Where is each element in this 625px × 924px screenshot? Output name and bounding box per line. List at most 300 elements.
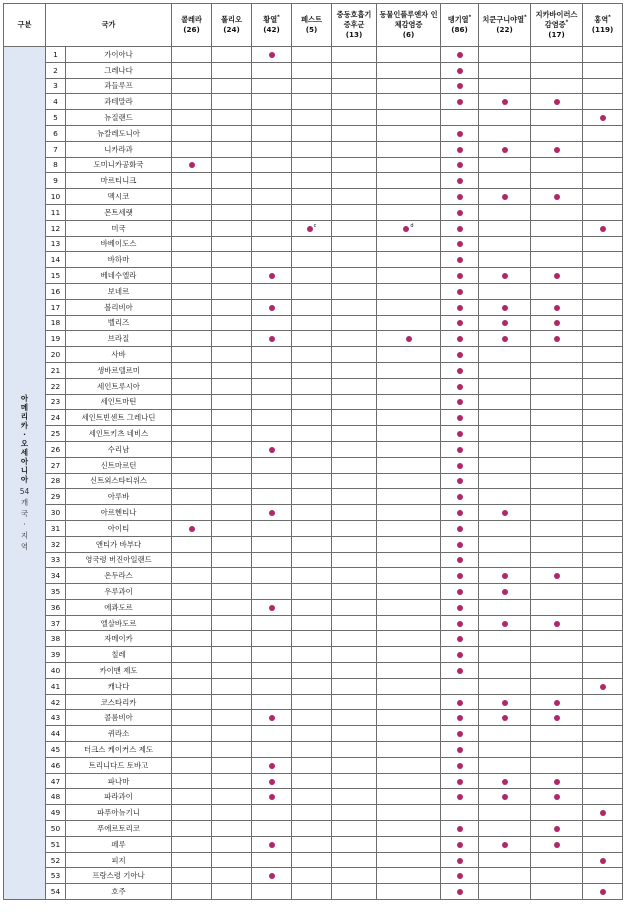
occurrence-dot-icon (502, 320, 508, 326)
disease-cell (252, 663, 292, 679)
disease-cell (212, 489, 252, 505)
disease-cell (292, 599, 332, 615)
row-number: 33 (46, 552, 66, 568)
disease-cell (212, 252, 252, 268)
disease-cell (292, 868, 332, 884)
disease-cell (479, 331, 531, 347)
table-row (4, 552, 623, 568)
row-number: 15 (46, 268, 66, 284)
disease-cell (172, 852, 212, 868)
table-row (4, 426, 623, 442)
disease-cell (252, 78, 292, 94)
disease-cell (531, 852, 583, 868)
disease-cell (377, 283, 441, 299)
disease-cell (377, 78, 441, 94)
disease-cell (292, 141, 332, 157)
disease-cell (441, 62, 479, 78)
disease-cell (212, 505, 252, 521)
disease-cell (212, 78, 252, 94)
country-name: 캐나다 (66, 678, 172, 694)
disease-cell (172, 678, 212, 694)
disease-cell (332, 283, 377, 299)
table-row (4, 394, 623, 410)
disease-cell (583, 362, 623, 378)
disease-cell (583, 347, 623, 363)
disease-cell (252, 410, 292, 426)
occurrence-dot-icon (457, 68, 463, 74)
country-name: 파나마 (66, 773, 172, 789)
row-number: 14 (46, 252, 66, 268)
disease-cell (172, 394, 212, 410)
disease-cell (172, 631, 212, 647)
occurrence-dot-icon (554, 826, 560, 832)
disease-cell (332, 536, 377, 552)
disease-cell (583, 568, 623, 584)
disease-cell (531, 473, 583, 489)
disease-cell (377, 47, 441, 63)
occurrence-dot-icon (457, 794, 463, 800)
country-name: 터크스 케이커스 제도 (66, 742, 172, 758)
occurrence-dot-icon (600, 810, 606, 816)
disease-cell (212, 710, 252, 726)
disease-cell (479, 852, 531, 868)
disease-cell (583, 694, 623, 710)
disease-cell (583, 141, 623, 157)
disease-cell (531, 536, 583, 552)
header-dengue: 뎅기열* (86) (441, 4, 479, 47)
disease-cell (441, 299, 479, 315)
occurrence-dot-icon (502, 99, 508, 105)
disease-cell (441, 110, 479, 126)
row-number: 16 (46, 283, 66, 299)
occurrence-dot-icon (457, 194, 463, 200)
disease-cell (583, 536, 623, 552)
disease-cell (479, 204, 531, 220)
occurrence-dot-icon (269, 273, 275, 279)
disease-cell (377, 584, 441, 600)
disease-cell (377, 552, 441, 568)
row-number: 49 (46, 805, 66, 821)
disease-cell (377, 157, 441, 173)
disease-cell (377, 189, 441, 205)
disease-cell (332, 694, 377, 710)
disease-cell (292, 410, 332, 426)
table-row (4, 678, 623, 694)
disease-cell (332, 615, 377, 631)
country-name: 베네수엘라 (66, 268, 172, 284)
disease-cell (292, 441, 332, 457)
row-number: 2 (46, 62, 66, 78)
occurrence-dot-icon (554, 273, 560, 279)
occurrence-dot-icon (269, 763, 275, 769)
disease-cell (172, 757, 212, 773)
disease-cell (292, 647, 332, 663)
disease-cell (292, 157, 332, 173)
disease-cell (531, 836, 583, 852)
disease-cell (212, 110, 252, 126)
disease-cell (172, 663, 212, 679)
disease-cell (332, 441, 377, 457)
disease-cell (441, 426, 479, 442)
disease-cell (292, 773, 332, 789)
disease-cell (377, 94, 441, 110)
disease-cell (531, 568, 583, 584)
table-row (4, 805, 623, 821)
disease-cell (583, 315, 623, 331)
disease-cell (531, 78, 583, 94)
occurrence-dot-icon (600, 858, 606, 864)
disease-cell (531, 331, 583, 347)
row-number: 17 (46, 299, 66, 315)
row-number: 4 (46, 94, 66, 110)
country-name: 아르헨티나 (66, 505, 172, 521)
disease-cell (252, 378, 292, 394)
disease-cell (292, 220, 332, 236)
row-number: 5 (46, 110, 66, 126)
disease-cell (292, 742, 332, 758)
disease-cell (531, 173, 583, 189)
disease-cell (172, 536, 212, 552)
country-name: 온두라스 (66, 568, 172, 584)
disease-cell (292, 505, 332, 521)
disease-cell (479, 678, 531, 694)
disease-cell (531, 362, 583, 378)
region-count-char: 54 (19, 487, 30, 497)
country-name: 자메이카 (66, 631, 172, 647)
disease-cell (441, 410, 479, 426)
occurrence-dot-icon (269, 794, 275, 800)
disease-cell (252, 584, 292, 600)
table-row (4, 252, 623, 268)
disease-cell (583, 252, 623, 268)
occurrence-dot-icon (457, 873, 463, 879)
disease-cell (172, 615, 212, 631)
disease-cell (172, 505, 212, 521)
disease-cell (332, 125, 377, 141)
disease-cell (479, 252, 531, 268)
occurrence-dot-icon (457, 226, 463, 232)
occurrence-dot-icon (502, 194, 508, 200)
disease-cell (212, 663, 252, 679)
occurrence-dot-icon (502, 273, 508, 279)
disease-cell (292, 283, 332, 299)
disease-cell (583, 125, 623, 141)
disease-cell (377, 378, 441, 394)
disease-cell (252, 757, 292, 773)
disease-cell (252, 125, 292, 141)
disease-cell (377, 362, 441, 378)
disease-cell (212, 441, 252, 457)
header-polio: 폴리오 (24) (212, 4, 252, 47)
disease-cell (479, 599, 531, 615)
country-name: 미국 (66, 220, 172, 236)
occurrence-dot-icon (457, 889, 463, 895)
row-number: 6 (46, 125, 66, 141)
disease-cell (172, 457, 212, 473)
disease-cell (292, 473, 332, 489)
disease-cell (531, 62, 583, 78)
occurrence-dot-icon (457, 621, 463, 627)
table-row (4, 378, 623, 394)
disease-cell (172, 47, 212, 63)
occurrence-dot-icon (457, 210, 463, 216)
occurrence-dot-icon (457, 557, 463, 563)
disease-cell (377, 410, 441, 426)
disease-cell (441, 173, 479, 189)
disease-cell (441, 520, 479, 536)
disease-cell (252, 157, 292, 173)
disease-cell (252, 805, 292, 821)
country-name: 브라질 (66, 331, 172, 347)
country-name: 뉴질랜드 (66, 110, 172, 126)
row-number: 40 (46, 663, 66, 679)
disease-cell (479, 62, 531, 78)
country-name: 아루바 (66, 489, 172, 505)
disease-cell (212, 315, 252, 331)
country-name: 볼리비아 (66, 299, 172, 315)
disease-cell (441, 663, 479, 679)
disease-cell (479, 615, 531, 631)
disease-cell (441, 552, 479, 568)
country-name: 수리남 (66, 441, 172, 457)
disease-cell (332, 868, 377, 884)
disease-cell (479, 710, 531, 726)
disease-cell (583, 394, 623, 410)
disease-cell (479, 520, 531, 536)
disease-cell (583, 868, 623, 884)
disease-cell (212, 157, 252, 173)
disease-cell (377, 252, 441, 268)
disease-cell (332, 189, 377, 205)
row-number: 24 (46, 410, 66, 426)
disease-cell (252, 47, 292, 63)
disease-cell (377, 457, 441, 473)
disease-cell (377, 125, 441, 141)
disease-cell (441, 599, 479, 615)
disease-cell (252, 347, 292, 363)
disease-cell (377, 884, 441, 900)
disease-cell (441, 362, 479, 378)
country-name: 그레나다 (66, 62, 172, 78)
disease-cell (212, 362, 252, 378)
table-row (4, 62, 623, 78)
disease-cell (479, 568, 531, 584)
country-name: 멕시코 (66, 189, 172, 205)
disease-cell (479, 394, 531, 410)
disease-cell (479, 821, 531, 837)
region-label (4, 47, 46, 900)
occurrence-dot-icon (457, 668, 463, 674)
occurrence-dot-icon (189, 162, 195, 168)
country-name: 세인트키츠 네비스 (66, 426, 172, 442)
occurrence-dot-icon (554, 336, 560, 342)
disease-cell (332, 394, 377, 410)
disease-cell (252, 252, 292, 268)
disease-cell (441, 331, 479, 347)
row-number: 27 (46, 457, 66, 473)
occurrence-dot-icon (502, 589, 508, 595)
disease-cell (441, 836, 479, 852)
disease-cell (292, 173, 332, 189)
disease-cell (441, 568, 479, 584)
disease-cell (377, 505, 441, 521)
region-count (4, 486, 45, 552)
disease-cell (252, 884, 292, 900)
occurrence-dot-icon (457, 147, 463, 153)
disease-cell (531, 773, 583, 789)
disease-cell (252, 141, 292, 157)
occurrence-dot-icon (269, 779, 275, 785)
row-number: 46 (46, 757, 66, 773)
disease-cell (252, 726, 292, 742)
disease-cell (583, 805, 623, 821)
row-number: 25 (46, 426, 66, 442)
disease-cell (172, 410, 212, 426)
table-row (4, 821, 623, 837)
table-row (4, 173, 623, 189)
disease-cell (252, 505, 292, 521)
disease-cell (172, 283, 212, 299)
disease-cell (441, 473, 479, 489)
disease-cell (292, 489, 332, 505)
disease-cell (583, 410, 623, 426)
disease-cell (377, 426, 441, 442)
table-row (4, 78, 623, 94)
disease-cell (332, 836, 377, 852)
disease-cell (172, 441, 212, 457)
row-number: 28 (46, 473, 66, 489)
country-name: 사바 (66, 347, 172, 363)
disease-cell (212, 47, 252, 63)
occurrence-dot-icon (457, 289, 463, 295)
row-number: 13 (46, 236, 66, 252)
disease-cell (377, 141, 441, 157)
disease-cell (252, 773, 292, 789)
header-country: 국가 (46, 4, 172, 47)
disease-cell (441, 584, 479, 600)
disease-cell (332, 631, 377, 647)
disease-cell (441, 125, 479, 141)
disease-cell (441, 678, 479, 694)
disease-cell (531, 220, 583, 236)
occurrence-dot-icon (457, 241, 463, 247)
occurrence-dot-icon (554, 700, 560, 706)
occurrence-dot-icon (457, 747, 463, 753)
disease-cell (531, 189, 583, 205)
disease-cell (583, 789, 623, 805)
disease-cell (332, 852, 377, 868)
disease-cell (583, 836, 623, 852)
row-number: 35 (46, 584, 66, 600)
disease-cell (479, 694, 531, 710)
row-number: 10 (46, 189, 66, 205)
occurrence-dot-icon (457, 652, 463, 658)
occurrence-dot-icon (457, 336, 463, 342)
disease-cell (172, 694, 212, 710)
region-count-char: 개 (20, 498, 29, 508)
disease-cell (583, 678, 623, 694)
region-name-char: 오 (20, 439, 29, 449)
disease-cell (292, 663, 332, 679)
disease-cell (377, 678, 441, 694)
disease-cell (212, 884, 252, 900)
table-row (4, 884, 623, 900)
disease-cell (441, 252, 479, 268)
disease-cell (292, 189, 332, 205)
disease-cell (292, 94, 332, 110)
header-group: 구분 (4, 4, 46, 47)
disease-cell (531, 647, 583, 663)
disease-cell (252, 552, 292, 568)
country-name: 보네르 (66, 283, 172, 299)
disease-cell (292, 78, 332, 94)
disease-cell (583, 62, 623, 78)
disease-cell (479, 347, 531, 363)
disease-cell (252, 821, 292, 837)
disease-cell (252, 836, 292, 852)
row-number: 18 (46, 315, 66, 331)
disease-cell (212, 457, 252, 473)
disease-cell (332, 236, 377, 252)
disease-cell (531, 805, 583, 821)
disease-cell (172, 742, 212, 758)
row-number: 22 (46, 378, 66, 394)
table-row (4, 473, 623, 489)
occurrence-dot-icon (269, 715, 275, 721)
disease-cell (479, 125, 531, 141)
table-row (4, 331, 623, 347)
disease-cell (441, 694, 479, 710)
country-name: 벨리즈 (66, 315, 172, 331)
disease-cell (441, 757, 479, 773)
disease-cell (252, 426, 292, 442)
region-count-char: 지 (20, 531, 29, 541)
disease-cell (583, 489, 623, 505)
disease-cell (583, 552, 623, 568)
disease-cell (377, 694, 441, 710)
disease-cell (332, 710, 377, 726)
disease-cell (212, 584, 252, 600)
disease-cell (479, 789, 531, 805)
disease-cell (332, 473, 377, 489)
disease-cell (531, 710, 583, 726)
country-name: 피지 (66, 852, 172, 868)
disease-cell (292, 884, 332, 900)
disease-cell (292, 694, 332, 710)
country-name: 바베이도스 (66, 236, 172, 252)
disease-cell (252, 299, 292, 315)
disease-cell (531, 394, 583, 410)
table-body (4, 47, 623, 900)
header-avian-influenza: 동물인플루엔자 인체감염증 (6) (377, 4, 441, 47)
disease-cell (377, 742, 441, 758)
disease-cell (212, 299, 252, 315)
occurrence-dot-icon (269, 873, 275, 879)
table-row (4, 220, 623, 236)
disease-cell (377, 568, 441, 584)
disease-cell (252, 520, 292, 536)
table-row (4, 726, 623, 742)
disease-cell (479, 884, 531, 900)
disease-cell (441, 505, 479, 521)
disease-cell (292, 457, 332, 473)
disease-cell (212, 742, 252, 758)
table-row (4, 694, 623, 710)
row-number: 53 (46, 868, 66, 884)
region-name-char: 카 (20, 421, 29, 431)
disease-cell (212, 852, 252, 868)
disease-cell (172, 868, 212, 884)
